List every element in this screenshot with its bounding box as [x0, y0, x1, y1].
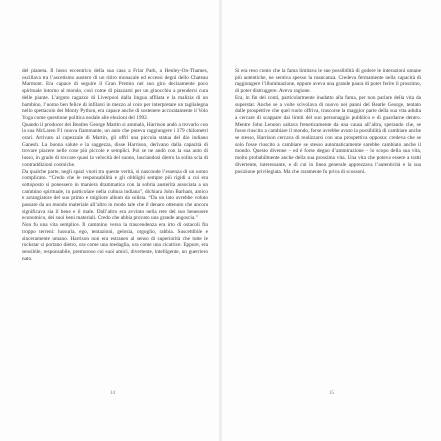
left-page — [0, 0, 220, 441]
left-paragraph-4: Non fu una vita semplice. Il cammino verso la trascendenza era irto di ostacoli fin troppo terreni: lussuria, ego, tentazioni, gelosia, orgoglio, rabbia. Suscettibile e sinceramente umano. Harrison non era estraneo al senso di superiorità che tutte le rockstar si portano dietro, ora come una medaglia, ora come una cicatrice. Eppure, era sensibile, responsabile, premuroso coi suoi amici, divertente, intelligente, un guerriero nato. — [22, 222, 208, 262]
left-paragraph-3: Da qualche parte, negli spazi vuoti tra queste verità, si nasconde l’essenza di un uomo complicato. “Credo che le responsabilità e gli obblighi sempre più rigidi a cui era sottoposto si ponessero in maniera drammatica con la sobria austerità associata a un cammino spirituale, in particolare nella cultura indiana”, dichiara John Barham, amico e arrangiatore del suo primo e migliore album da solista. “Da un lato avrebbe voluto passare da un mondo materiale all’altro in modo tale che il denaro ottenuto che ancora significava sia il bene e il male. Dall’altro era avvinto nella rete del suo benessere economico, dei suoi beni materiali. Credo che abbia provato una grande angoscia.” — [22, 168, 208, 222]
left-paragraph-2: Quando il producer dei Beatles George Martin si ammalò, Harrison andò a trovarlo con la sua McLaren F1 nuova fiammante, un auto che poteva raggiungere i 379 chilometri orari. Arrivato al capezzale di Martin, gli offrì una piccola statua del dio indiano Ganesh. La buona salute e la saggezza, disse Harrison, derivano dalla capacità di trovare piacere nelle cose più piccole e semplici. Poi se ne andò con la sua auto di lusso, in grado di toccare quasi la velocità del suono, lasciandosi dietro la solita scia di contraddizioni cosmiche. — [22, 121, 208, 168]
right-page-body — [235, 68, 421, 175]
left-paragraph-1: del pianeta. Il lusso eccentrico della sua casa a Friar Park, a Henley-On-Thames, oscillava tra l’ascetismo austero di un ritiro monacale ed eccessi degni dello Chateau Marmont. Era capace di seguire il Gran Premio nel suo giro decisamente poco spirituale intorno al mondo, così come di piazzarsi per un ginocchio a prendersi cura delle piante. L’arguto ragazzo di Liverpool dalla lingua affilata e la malizia di un bambino, l’uomo ben felice di infilarsi in mezzo al coro per interpretare un taglialegna nello spettacolo dei Monty Python, era capace anche di sostenere accoratamente il Volo Yoga come questione politica nodale alle elezioni del 1992. — [22, 68, 208, 121]
left-page-number: 14 — [110, 391, 115, 396]
right-page-number: 15 — [329, 391, 334, 396]
right-page — [221, 0, 441, 441]
right-paragraph-1: Si era reso conto che la fama limitava le sue possibilità di godere le interazioni umane più autentiche, ne sentiva spesso la mancanza. Credeva fermamente nella capacità di raggiungere l’illuminazione, eppure aveva una grande paura di poter ferire il prossimo, di poter distruggere. Aveva ragione. — [235, 68, 421, 95]
right-paragraph-2: Era, in fin dei conti, particolarmente inadatto alla fama, per non parlare della vita da superstar. Anche se a volte scivolava di nuovo nei panni del Beatle George, tentato dalle prospettive che quel ruolo offriva, trascorse la maggior parte della sua vita adulta a cercare di scappare dai limiti del suo personaggio pubblico e di guardarne dentro. Mentre John Lennon saltava freneticamente da una causa all’altra, sperando che, se fosse riuscito a cambiare il mondo, forse avrebbe avuto la possibilità di cambiare anche se stesso, Harrison cercava di realizzarsi con una prospettiva opposta: credeva che se solo fosse riuscito a cambiare se stesso automaticamente sarebbe cambiato anche il mondo. Questo divenne – ed è forse degno d’ammirazione – lo scopo della sua vita, molto probabilmente anche della sua prossima vita. Una vita che poteva essere a tratti divertente, interessante, e di cui in linea generale apprezzava l’autenticità e la sua posizione privilegiata. Ma che raramente fu priva di scossoni. — [235, 94, 421, 175]
left-page-body — [22, 68, 208, 262]
